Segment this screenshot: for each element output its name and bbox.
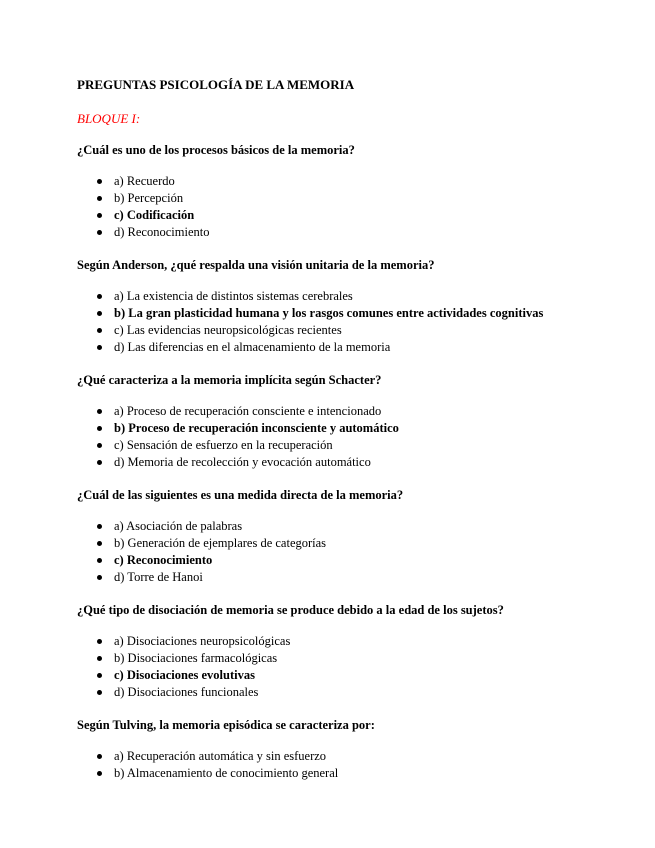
question-text: ¿Qué caracteriza a la memoria implícita según Schacter? [77, 373, 382, 387]
option-item [77, 650, 595, 667]
bullet-icon [97, 690, 102, 695]
option-text: b) Almacenamiento de conocimiento general [114, 766, 339, 780]
question-block [77, 257, 595, 356]
question-block [77, 142, 595, 241]
option-item-correct [77, 305, 595, 322]
option-item [77, 518, 595, 535]
option-text: c) Disociaciones evolutivas [114, 668, 255, 682]
bullet-icon [97, 409, 102, 414]
option-text: d) Reconocimiento [114, 225, 210, 239]
option-list [77, 748, 595, 782]
bullet-icon [97, 524, 102, 529]
option-text: b) Disociaciones farmacológicas [114, 651, 278, 665]
bullet-icon [97, 575, 102, 580]
option-item-correct [77, 552, 595, 569]
option-item [77, 569, 595, 586]
question-text: Según Anderson, ¿qué respalda una visión unitaria de la memoria? [77, 258, 435, 272]
option-text: c) Las evidencias neuropsicológicas recientes [114, 323, 342, 337]
question-block [77, 372, 595, 471]
option-list [77, 288, 595, 356]
document-title: PREGUNTAS PSICOLOGÍA DE LA MEMORIA [77, 77, 355, 92]
bullet-icon [97, 460, 102, 465]
question-text: ¿Cuál de las siguientes es una medida directa de la memoria? [77, 488, 404, 502]
bullet-icon [97, 656, 102, 661]
question-block [77, 602, 595, 701]
option-text: d) Memoria de recolección y evocación automático [114, 455, 371, 469]
option-text: a) Proceso de recuperación consciente e intencionado [114, 404, 382, 418]
option-item-correct [77, 207, 595, 224]
option-text: c) Codificación [114, 208, 195, 222]
option-item [77, 748, 595, 765]
option-item [77, 339, 595, 356]
option-text: d) Disociaciones funcionales [114, 685, 259, 699]
bullet-icon [97, 196, 102, 201]
bullet-icon [97, 311, 102, 316]
block-label: BLOQUE I: [77, 111, 141, 126]
option-text: a) Recuerdo [114, 174, 175, 188]
option-item [77, 322, 595, 339]
bullet-icon [97, 771, 102, 776]
option-item [77, 288, 595, 305]
bullet-icon [97, 179, 102, 184]
bullet-icon [97, 345, 102, 350]
question-block [77, 717, 595, 782]
option-item-correct [77, 420, 595, 437]
bullet-icon [97, 541, 102, 546]
option-item [77, 190, 595, 207]
question-text: ¿Cuál es uno de los procesos básicos de la memoria? [77, 143, 355, 157]
bullet-icon [97, 558, 102, 563]
option-item [77, 535, 595, 552]
option-list [77, 173, 595, 241]
option-item [77, 765, 595, 782]
option-item [77, 224, 595, 241]
option-list [77, 518, 595, 586]
option-text: d) Torre de Hanoi [114, 570, 203, 584]
question-block [77, 487, 595, 586]
option-text: b) Proceso de recuperación inconsciente y automático [114, 421, 399, 435]
option-text: c) Sensación de esfuerzo en la recuperación [114, 438, 333, 452]
option-text: a) Asociación de palabras [114, 519, 243, 533]
option-text: a) Disociaciones neuropsicológicas [114, 634, 291, 648]
option-text: b) La gran plasticidad humana y los rasgos comunes entre actividades cognitivas [114, 306, 544, 320]
option-text: b) Percepción [114, 191, 184, 205]
option-item [77, 403, 595, 420]
option-item [77, 684, 595, 701]
option-item-correct [77, 667, 595, 684]
option-item [77, 437, 595, 454]
option-list [77, 633, 595, 701]
option-text: a) La existencia de distintos sistemas cerebrales [114, 289, 353, 303]
bullet-icon [97, 639, 102, 644]
option-list [77, 403, 595, 471]
question-text: ¿Qué tipo de disociación de memoria se produce debido a la edad de los sujetos? [77, 603, 504, 617]
option-text: a) Recuperación automática y sin esfuerzo [114, 749, 327, 763]
question-text: Según Tulving, la memoria episódica se caracteriza por: [77, 718, 375, 732]
option-item [77, 173, 595, 190]
option-item [77, 454, 595, 471]
bullet-icon [97, 294, 102, 299]
bullet-icon [97, 328, 102, 333]
bullet-icon [97, 443, 102, 448]
option-text: c) Reconocimiento [114, 553, 213, 567]
bullet-icon [97, 213, 102, 218]
bullet-icon [97, 754, 102, 759]
question-list [77, 142, 595, 782]
bullet-icon [97, 426, 102, 431]
option-item [77, 633, 595, 650]
option-text: d) Las diferencias en el almacenamiento de la memoria [114, 340, 391, 354]
bullet-icon [97, 230, 102, 235]
option-text: b) Generación de ejemplares de categorías [114, 536, 327, 550]
bullet-icon [97, 673, 102, 678]
